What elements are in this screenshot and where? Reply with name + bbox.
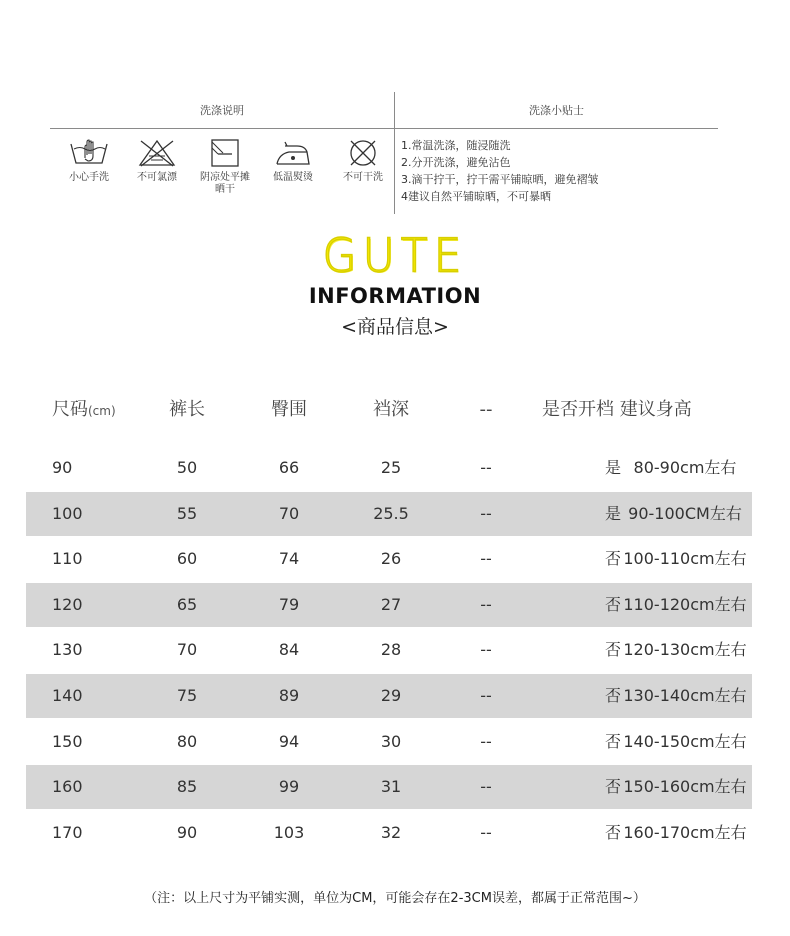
cell-size: 120 xyxy=(52,594,83,614)
shade-dry-flat-icon xyxy=(203,138,247,168)
table-row xyxy=(26,537,752,581)
cell-length: 80 xyxy=(176,731,198,751)
care-label: 低温熨烫 xyxy=(273,172,313,183)
cell-blank: -- xyxy=(480,549,492,569)
cell-size: 130 xyxy=(52,640,83,660)
table-row xyxy=(26,674,752,718)
care-item-iron-low xyxy=(260,138,326,184)
cell-size: 90 xyxy=(52,458,73,477)
cell-length: 75 xyxy=(176,686,198,705)
care-item-hand-wash xyxy=(56,138,122,184)
cell-blank: -- xyxy=(480,777,492,797)
header-size-unit: (cm) xyxy=(88,404,116,418)
care-tips-list xyxy=(401,137,721,205)
header-open-height xyxy=(542,388,742,432)
cell-blank: -- xyxy=(480,458,492,477)
cell-height: 160-170cm左右 xyxy=(623,822,747,842)
cell-length: 90 xyxy=(176,822,198,842)
cell-height: 90-100CM左右 xyxy=(628,503,742,523)
cell-height: 130-140cm左右 xyxy=(623,686,747,705)
cell-hip: 84 xyxy=(278,640,300,660)
cell-rise: 25.5 xyxy=(373,503,409,523)
cell-open: 否 xyxy=(604,594,621,614)
table-header-row xyxy=(26,388,752,432)
header-size xyxy=(52,388,122,432)
cell-blank: -- xyxy=(480,594,492,614)
cell-hip: 74 xyxy=(278,549,300,569)
cell-open: 是 xyxy=(604,458,621,477)
cell-size: 110 xyxy=(52,549,83,569)
brand-logo: GUTE xyxy=(322,229,468,284)
care-tip: 1.常温洗涤，随浸随洗 xyxy=(401,139,511,152)
iron-low-icon xyxy=(271,138,315,168)
cell-rise: 32 xyxy=(380,822,402,842)
care-label: 不可氯漂 xyxy=(137,172,177,183)
cell-open: 否 xyxy=(604,549,621,569)
cell-length: 65 xyxy=(176,594,198,614)
care-label: 小心手洗 xyxy=(69,172,109,183)
cell-height: 150-160cm左右 xyxy=(623,777,747,797)
cell-hip: 94 xyxy=(278,731,300,751)
brand-subtitle: <商品信息> xyxy=(341,316,449,338)
footnote: （注：以上尺寸为平铺实测，单位为CM，可能会存在2-3CM误差，都属于正常范围~） xyxy=(144,891,646,906)
cell-length: 70 xyxy=(176,640,198,660)
cell-hip: 66 xyxy=(278,458,300,477)
care-tip: 3.滴干拧干，拧干需平铺晾晒，避免褶皱 xyxy=(401,173,599,186)
no-dry-clean-icon xyxy=(341,138,385,168)
cell-hip: 103 xyxy=(273,822,305,842)
cell-size: 170 xyxy=(52,822,83,842)
cell-open: 否 xyxy=(604,822,621,842)
cell-size: 160 xyxy=(52,777,83,797)
table-row xyxy=(26,765,752,809)
cell-open: 否 xyxy=(604,640,621,660)
cell-height: 80-90cm左右 xyxy=(633,458,737,477)
cell-blank: -- xyxy=(480,822,492,842)
care-icon-row xyxy=(56,138,394,208)
cell-open: 否 xyxy=(604,731,621,751)
care-tip: 4建议自然平铺晾晒，不可暴晒 xyxy=(401,190,551,203)
cell-rise: 28 xyxy=(380,640,402,660)
cell-open: 否 xyxy=(604,777,621,797)
table-row xyxy=(26,446,752,490)
care-item-no-bleach xyxy=(124,138,190,184)
cell-height: 100-110cm左右 xyxy=(623,549,747,569)
cell-blank: -- xyxy=(480,686,492,705)
cell-hip: 70 xyxy=(278,503,300,523)
table-row xyxy=(26,720,752,764)
header-size-label: 尺码 xyxy=(52,399,88,420)
cell-open: 是 xyxy=(604,503,621,523)
header-length: 裤长 xyxy=(169,399,205,420)
header-open-crotch: 是否开档 xyxy=(542,399,614,420)
cell-height: 120-130cm左右 xyxy=(623,640,747,660)
cell-size: 140 xyxy=(52,686,83,705)
brand-information-title: INFORMATION xyxy=(308,284,482,308)
hand-wash-icon xyxy=(67,138,111,168)
care-label: 阴凉处平摊晒干 xyxy=(200,172,250,195)
care-instructions-title: 洗涤说明 xyxy=(200,104,244,117)
table-row xyxy=(26,628,752,672)
no-bleach-icon xyxy=(135,138,179,168)
cell-size: 100 xyxy=(52,503,83,523)
table-row xyxy=(26,583,752,627)
cell-rise: 30 xyxy=(380,731,402,751)
header-rise: 裆深 xyxy=(373,399,409,420)
table-row xyxy=(26,492,752,536)
cell-length: 50 xyxy=(176,458,198,477)
cell-blank: -- xyxy=(480,503,492,523)
cell-length: 55 xyxy=(176,503,198,523)
cell-rise: 27 xyxy=(380,594,402,614)
cell-length: 85 xyxy=(176,777,198,797)
cell-height: 140-150cm左右 xyxy=(623,731,747,751)
cell-hip: 79 xyxy=(278,594,300,614)
cell-open: 否 xyxy=(604,686,621,705)
care-section xyxy=(50,92,718,214)
cell-size: 150 xyxy=(52,731,83,751)
brand-block xyxy=(0,229,790,340)
header-blank: -- xyxy=(479,399,493,420)
care-divider-horizontal xyxy=(50,128,718,129)
cell-rise: 26 xyxy=(380,549,402,569)
care-tip: 2.分开洗涤，避免沾色 xyxy=(401,156,511,169)
cell-blank: -- xyxy=(480,731,492,751)
cell-rise: 29 xyxy=(380,686,402,705)
cell-hip: 99 xyxy=(278,777,300,797)
cell-rise: 31 xyxy=(380,777,402,797)
care-label: 不可干洗 xyxy=(343,172,383,183)
cell-height: 110-120cm左右 xyxy=(623,594,747,614)
cell-rise: 25 xyxy=(380,458,402,477)
cell-length: 60 xyxy=(176,549,198,569)
cell-blank: -- xyxy=(480,640,492,660)
care-item-shade-dry-flat xyxy=(192,138,258,196)
header-suggested-height: 建议身高 xyxy=(619,399,692,420)
care-item-no-dry-clean xyxy=(330,138,396,184)
care-tips-title: 洗涤小贴士 xyxy=(529,104,584,117)
header-hip: 臀围 xyxy=(271,399,307,420)
table-row xyxy=(26,811,752,855)
cell-hip: 89 xyxy=(278,686,300,705)
